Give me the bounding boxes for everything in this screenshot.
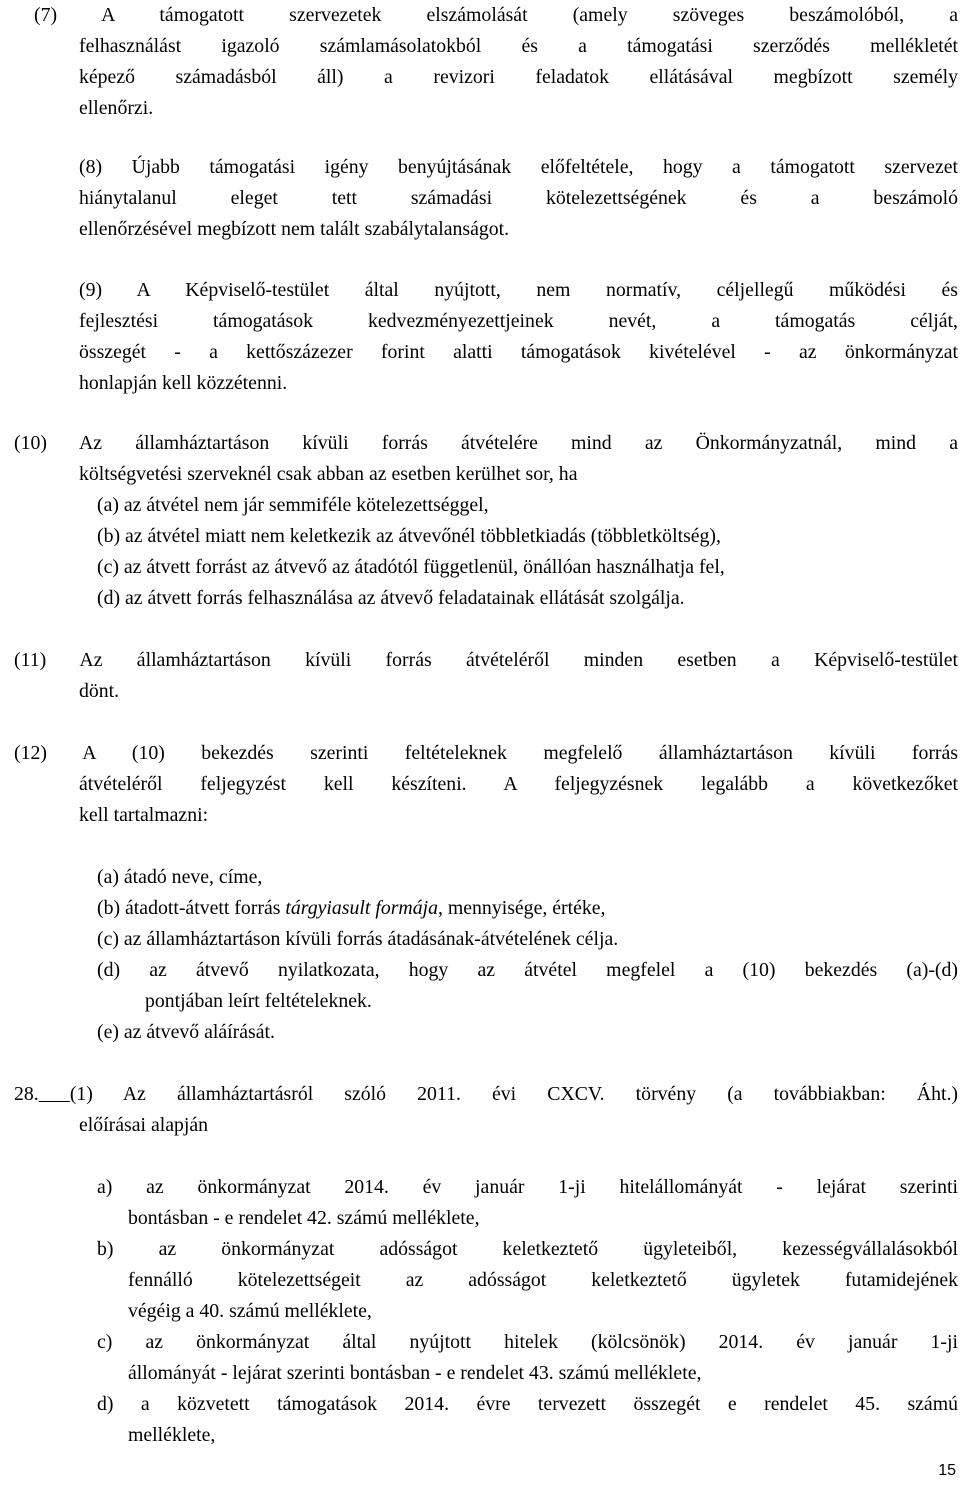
- paragraph-7-line-4: ellenőrzi.: [79, 97, 154, 119]
- paragraph-7-line-1: (7) A támogatott szervezetek elszámolását (amely szöveges beszámolóból, a: [34, 4, 958, 26]
- section-28-item-b-line-3: végéig a 40. számú melléklete,: [128, 1300, 372, 1322]
- paragraph-9-line-3: összegét - a kettőszázezer forint alatti támogatások kivételével - az önkormányzat: [79, 341, 958, 363]
- paragraph-12-line-1: (12) A (10) bekezdés szerinti feltételeknek megfelelő államháztartáson kívüli forrás: [14, 742, 958, 764]
- section-28-item-d-line-2: melléklete,: [128, 1424, 216, 1446]
- paragraph-11: [14, 645, 958, 707]
- paragraph-7: [34, 0, 958, 124]
- paragraph-12-item-d: [97, 955, 958, 1017]
- paragraph-10-line-1: (10) Az államháztartáson kívüli forrás átvételére mind az Önkormányzatnál, mind a: [14, 432, 958, 454]
- paragraph-12-item-b: [97, 893, 606, 924]
- paragraph-12-line-2: átvételéről feljegyzést kell készíteni. A feljegyzésnek legalább a következőket: [79, 773, 958, 795]
- paragraph-12-item-b-italic: tárgyiasult formája: [285, 897, 438, 919]
- section-28-item-d: [97, 1389, 958, 1451]
- section-28-item-c-line-2: állományát - lejárat szerinti bontásban - e rendelet 43. számú melléklete,: [128, 1362, 702, 1384]
- section-28-line-1: [14, 1079, 958, 1110]
- section-28-item-d-line-1: d) a közvetett támogatások 2014. évre tervezett összegét e rendelet 45. számú: [97, 1393, 958, 1415]
- paragraph-9-line-1: (9) A Képviselő-testület által nyújtott, nem normatív, céljellegű működési és: [79, 279, 958, 301]
- paragraph-11-line-2: dönt.: [79, 680, 120, 702]
- paragraph-11-line-1: (11) Az államháztartáson kívüli forrás átvételéről minden esetben a Képviselő-testület: [14, 649, 958, 671]
- section-28-item-a-line-2: bontásban - e rendelet 42. számú melléklete,: [128, 1207, 480, 1229]
- section-28-item-a: [97, 1172, 958, 1234]
- paragraph-12-item-d-line-1: (d) az átvevő nyilatkozata, hogy az átvétel megfelel a (10) bekezdés (a)-(d): [97, 959, 958, 981]
- section-28-item-b: [97, 1234, 958, 1327]
- paragraph-10-line-2: költségvetési szerveknél csak abban az esetben kerülhet sor, ha: [79, 463, 578, 485]
- paragraph-8: [79, 152, 958, 245]
- paragraph-10: [14, 428, 958, 490]
- paragraph-7-line-2: felhasználást igazoló számlamásolatokból és a támogatási szerződés mellékletét: [79, 35, 958, 57]
- section-28-item-c-line-1: c) az önkormányzat által nyújtott hitelek (kölcsönök) 2014. év január 1-ji: [97, 1331, 958, 1353]
- section-28-line-2: előírásai alapján: [79, 1114, 209, 1136]
- section-28: [14, 1079, 958, 1141]
- section-28-item-c: [97, 1327, 958, 1389]
- paragraph-9-line-4: honlapján kell közzétenni.: [79, 372, 288, 394]
- paragraph-10-item-a: (a) az átvétel nem jár semmiféle kötelezettséggel,: [97, 494, 489, 516]
- paragraph-12-item-b-prefix: (b) átadott-átvett forrás: [97, 897, 286, 919]
- paragraph-12: [14, 738, 958, 831]
- paragraph-10-item-b: (b) az átvétel miatt nem keletkezik az átvevőnél többletkiadás (többletköltség),: [97, 525, 721, 547]
- paragraph-10-item-c: (c) az átvett forrást az átvevő az átadótól függetlenül, önállóan használhatja fel,: [97, 556, 725, 578]
- paragraph-8-line-1: (8) Újabb támogatási igény benyújtásának előfeltétele, hogy a támogatott szervezet: [79, 156, 958, 178]
- paragraph-7-line-3: képező számadásból áll) a revizori feladatok ellátásával megbízott személy: [79, 66, 958, 88]
- paragraph-12-item-c: (c) az államháztartáson kívüli forrás átadásának-átvételének célja.: [97, 928, 619, 950]
- paragraph-9: [79, 275, 958, 399]
- section-number-gap: [39, 1083, 70, 1105]
- section-number: 28.: [14, 1083, 39, 1105]
- paragraph-10-item-d: (d) az átvett forrás felhasználása az átvevő feladatainak ellátását szolgálja.: [97, 587, 685, 609]
- paragraph-9-line-2: fejlesztési támogatások kedvezményezettjeinek nevét, a támogatás célját,: [79, 310, 958, 332]
- section-28-item-b-line-2: fennálló kötelezettségeit az adósságot keletkeztető ügyletek futamidejének: [128, 1269, 958, 1291]
- section-28-item-a-line-1: a) az önkormányzat 2014. év január 1-ji hitelállományát - lejárat szerinti: [97, 1176, 958, 1198]
- paragraph-12-item-d-line-2: pontjában leírt feltételeknek.: [145, 990, 372, 1012]
- section-28-item-b-line-1: b) az önkormányzat adósságot keletkeztető ügyleteiből, kezességvállalásokból: [97, 1238, 958, 1260]
- paragraph-12-item-b-suffix: , mennyisége, értéke,: [437, 897, 606, 919]
- page-number: 15: [938, 1462, 956, 1479]
- paragraph-8-line-2: hiánytalanul eleget tett számadási kötelezettségének és a beszámoló: [79, 187, 958, 209]
- paragraph-12-item-a: (a) átadó neve, címe,: [97, 866, 263, 888]
- section-28-line-1-text: (1) Az államháztartásról szóló 2011. évi CXCV. törvény (a továbbiakban: Áht.): [69, 1083, 958, 1105]
- paragraph-12-item-e: (e) az átvevő aláírását.: [97, 1021, 275, 1043]
- paragraph-12-line-3: kell tartalmazni:: [79, 804, 209, 826]
- paragraph-8-line-3: ellenőrzésével megbízott nem talált szabálytalanságot.: [79, 218, 510, 240]
